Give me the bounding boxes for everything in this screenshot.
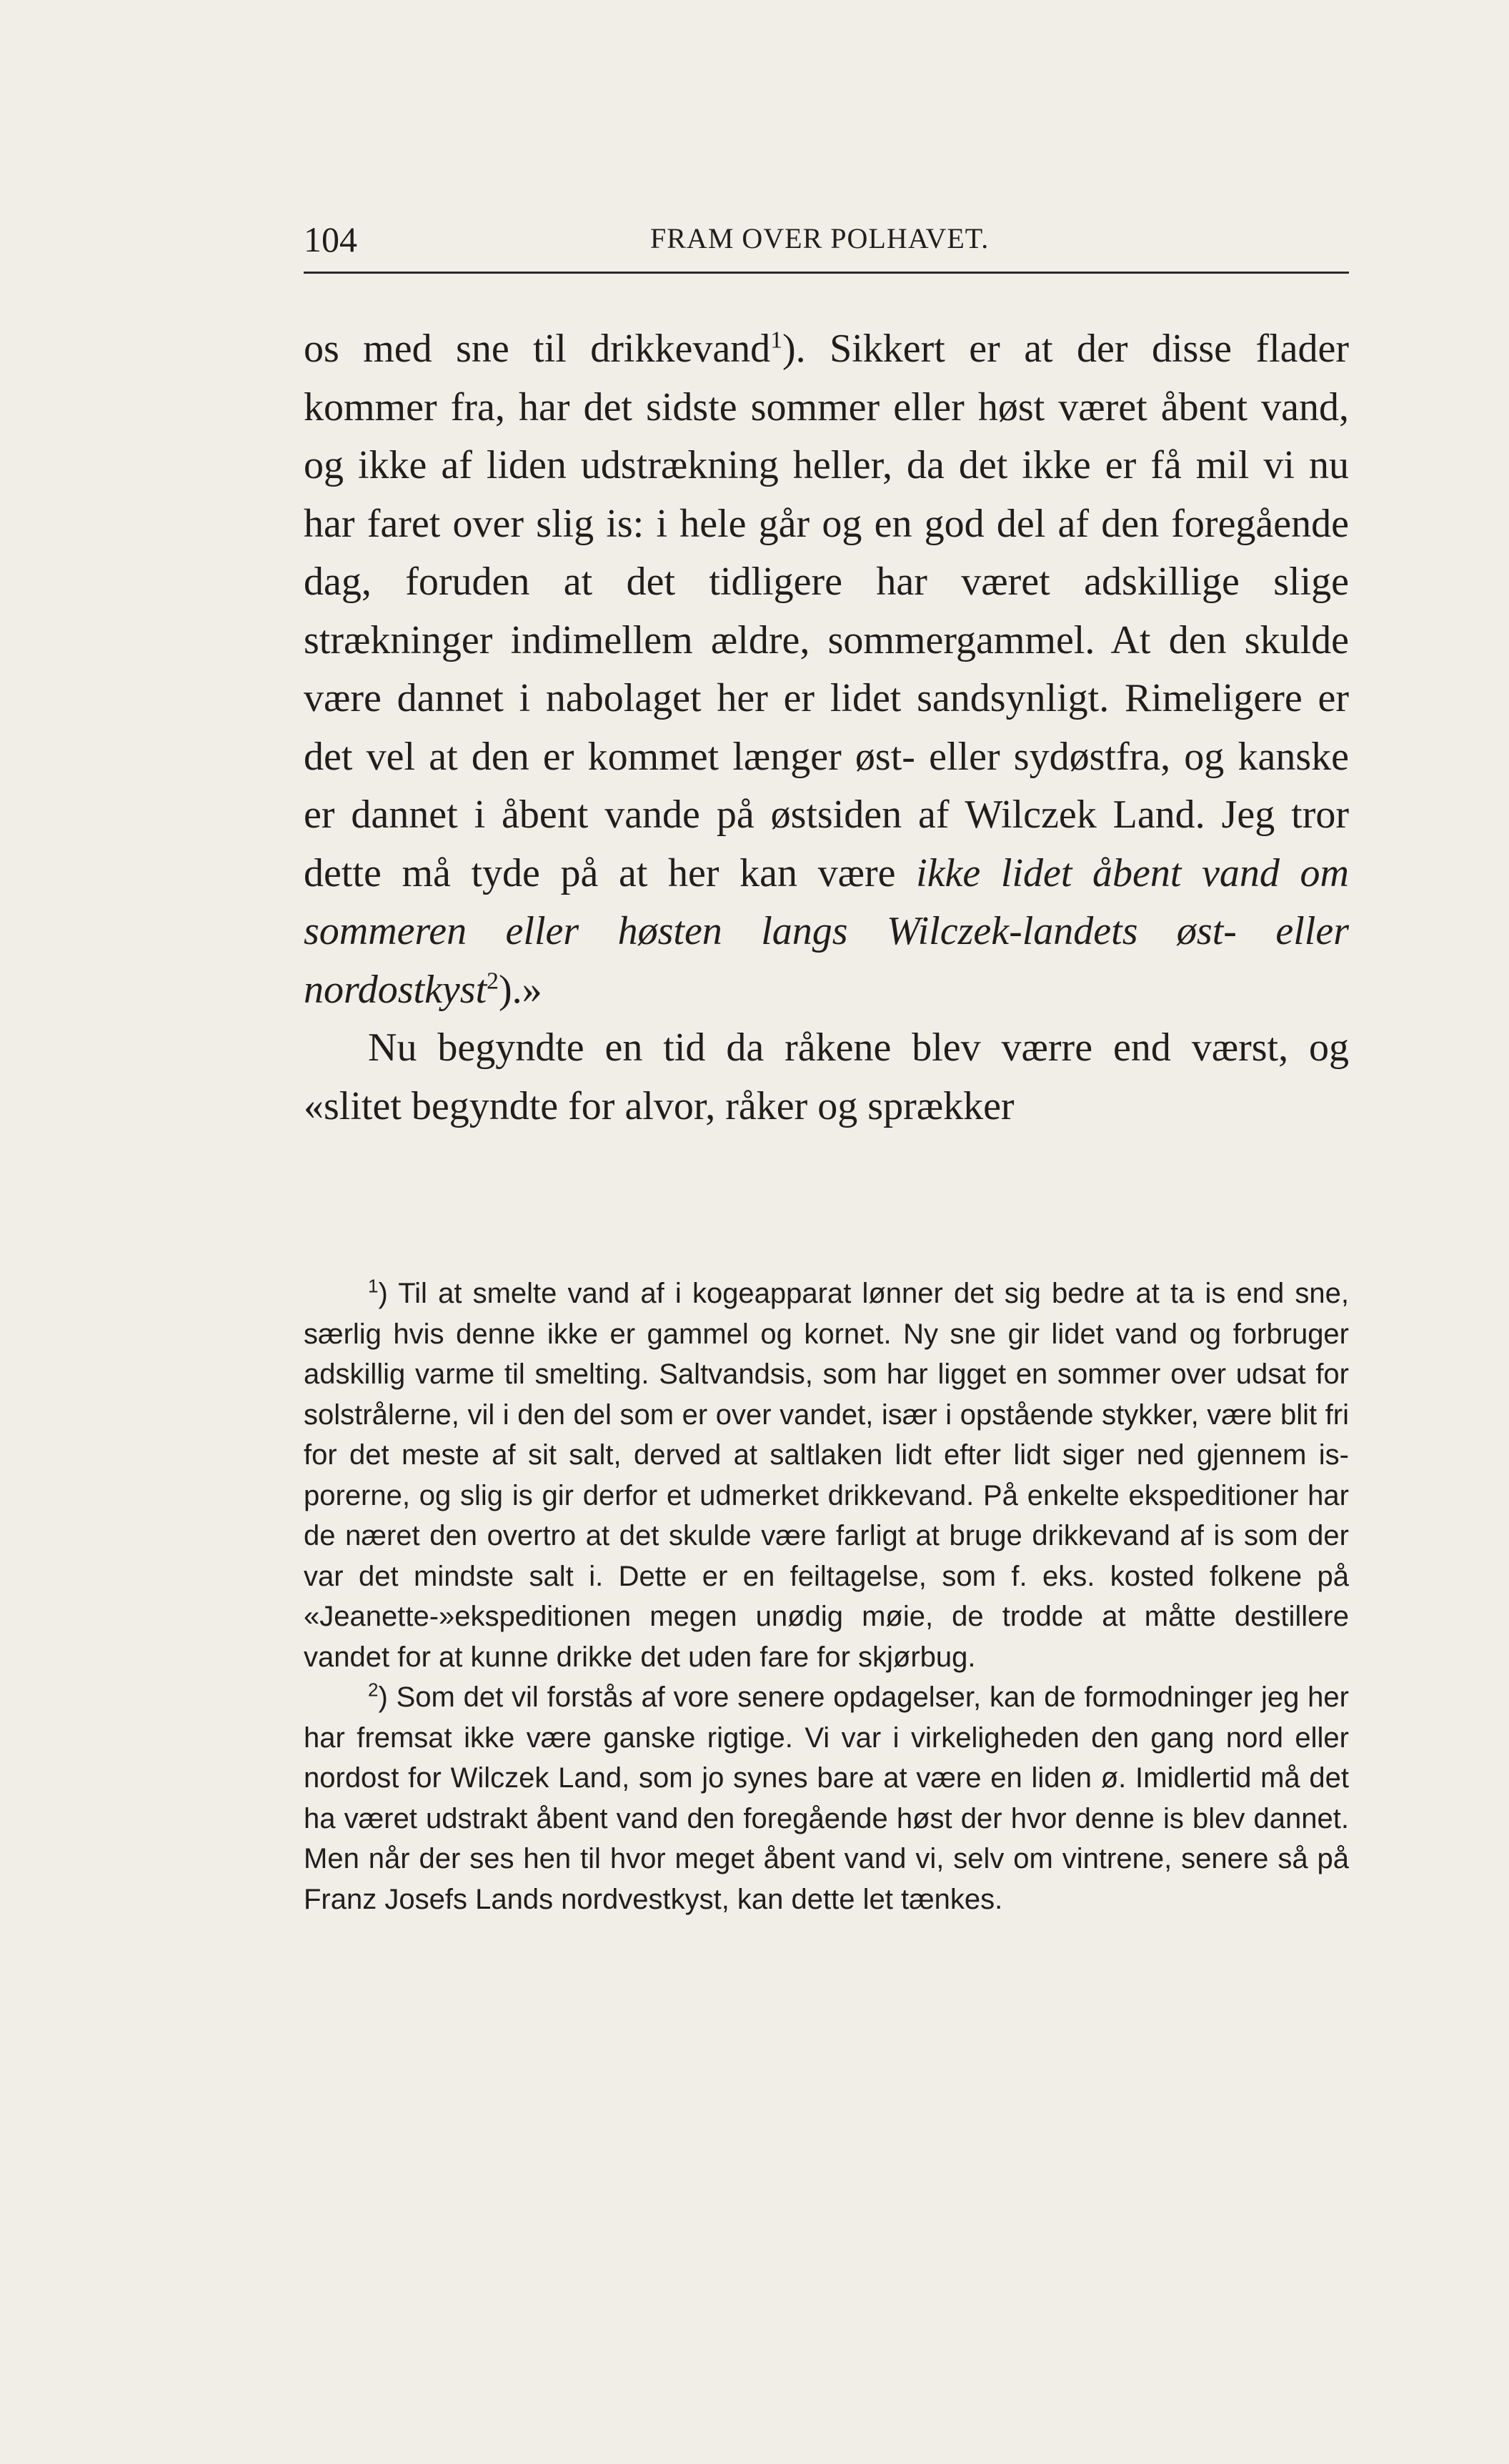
footnote-ref: 2: [487, 967, 499, 994]
text-run: os med sne til drikkevand: [304, 327, 771, 371]
running-title: FRAM OVER POLHAVET.: [650, 222, 990, 254]
footnote: [304, 1273, 1349, 1677]
footnote-text: ) Som det vil forstås af vore senere opdagelser, kan de formodninger jeg her har fremsat ikke være ganske rigtige. Vi var i virkeligheden den gang nord eller nordost for Wilczek Land, som jo synes bare at være en liden ø. Imidlertid må det ha været udstrakt åbent vand den foregående høst der hvor denne is blev dannet. Men når der ses hen til hvor meget åbent vand vi, selv om vintrene, senere så på Franz Josefs Lands nordvestkyst, kan dette let tænkes.: [304, 1681, 1349, 1915]
page-number: 104: [304, 219, 357, 259]
main-text: [304, 320, 1349, 1136]
page-header: [304, 214, 1349, 274]
footnote-text: ) Til at smelte vand af i kogeapparat lønner det sig bedre at ta is end sne, særlig hvis denne ikke er gammel og kornet. Ny sne gir lidet vand og forbruger adskillig varme til smelting. Saltvandsis, som har ligget en sommer over udsat for solstrålerne, vil i den del som er over vandet, især i opstående stykker, være blit fri for det meste af sit salt, derved at saltlaken lidt efter lidt siger ned gjennem is-porerne, og slig is gir derfor et udmerket drikkevand. På enkelte ekspeditioner har de næret den overtro at det skulde være farligt at bruge drikkevand af is som der var det mindste salt i. Dette er en feiltagelse, som f. eks. kosted folkene på «Jeanette-»ekspeditionen megen unødig møie, de trodde at måtte destillere vandet for at kunne drikke det uden fare for skjørbug.: [304, 1278, 1349, 1673]
footnote-ref: 1: [770, 327, 782, 354]
footnote: [304, 1677, 1349, 1919]
text-run: ).»: [498, 967, 542, 1012]
footnote-marker: 2: [368, 1679, 379, 1701]
italic-emphasis: ikke lidet åbent vand om sommeren eller høsten langs Wilczek-landets øst- eller nordostkyst: [304, 850, 1350, 1012]
paragraph: Nu begyndte en tid da råkene blev værre end værst, og «slitet begyndte for alvor, råker og sprækker: [304, 1025, 1349, 1128]
footnotes: [304, 1273, 1349, 1919]
footnote-marker: 1: [368, 1275, 379, 1297]
text-run: ). Sikkert er at der disse flader kommer fra, har det sidste sommer eller høst været åbent vand, og ikke af liden udstrækning heller, da det ikke er få mil vi nu har faret over slig is: i hele går og en god del af den foregående dag, foruden at det tidligere har været adskillige slige strækninger indimellem ældre, sommergammel. At den skulde være dannet i nabolaget her er lidet sandsynligt. Rimeligere er det vel at den er kommet længer øst- eller sydøstfra, og kanske er dannet i åbent vande på østsiden af Wilczek Land. Jeg tror dette må tyde på at her kan være: [304, 327, 1349, 895]
paragraph: [304, 320, 1349, 1019]
